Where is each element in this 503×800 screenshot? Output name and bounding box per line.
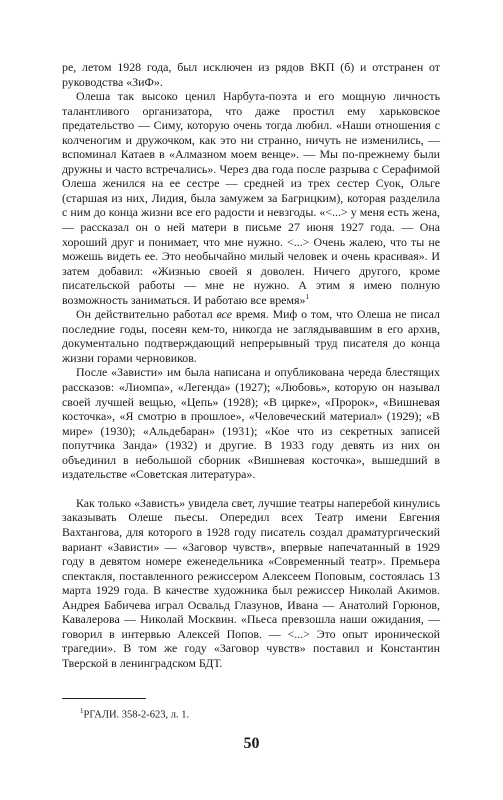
- paragraph-3-text-before: Он действительно работал: [76, 307, 217, 322]
- paragraph-3-text-after: время. Миф о том, что Олеша не писал последние годы, посеян кем-то, никогда не заглядывавшим в его архив, документально подтверждающий непрерывный труд писателя до конца жизни горами черновиков.: [62, 307, 440, 365]
- paragraph-2-text: Олеша так высоко ценил Нарбута-поэта и его мощную личность талантливого организатора, что даже простил ему харьковское предательство — Симу, которую очень тогда любил. «Наши отношения с колченогим и дружочком, как это ни странно, ничуть не изменились, — вспоминал Катаев в «Алмазном моем венце». — Мы по-прежнему были дружны и часто встречались». Через два года после разрыва с Серафимой Олеша женился на ее сестре — средней из трех сестер Суок, Ольге (старшая из них, Лидия, была замужем за Багрицким), которая разделила с ним до конца жизни все его радости и невзгоды. «<...> у меня есть жена, — рассказал он о ней матери в письме 27 июня 1927 года. — Она хороший друг и понимает, что мне нужно. <...> Очень жалею, что ты не можешь видеть ее. Это необычайно милый человек и очень красивая». И затем добавил: «Жизнью своей я доволен. Ничего другого, кроме писательской работы — мне не нужно. А этим я имею полную возможность заниматься. И работаю все время»: [62, 89, 440, 307]
- footnote-divider: [62, 698, 146, 699]
- main-text: [62, 60, 440, 670]
- section-gap: [62, 482, 440, 496]
- paragraph-3-emphasis: все: [216, 307, 232, 322]
- footnote-reference: 1: [305, 291, 310, 301]
- footnote-mark: 1: [80, 707, 84, 715]
- footnote-text: РГАЛИ. 358-2-623, л. 1.: [83, 709, 190, 721]
- paragraph-3: [62, 307, 440, 365]
- page-number: 50: [243, 735, 260, 752]
- paragraph-2: [62, 89, 440, 307]
- footnote: [80, 705, 189, 722]
- paragraph-5: Как только «Зависть» увидела свет, лучшие театры наперебой кинулись заказывать Олеше пьесы. Опередил всех Театр имени Евгения Вахтангова, для которого в 1928 году писатель создал драматургический вариант «Зависти» — «Заговор чувств», впервые напечатанный в 1929 году в девятом номере еженедельника «Современный театр». Премьера спектакля, поставленного режиссером Алексеем Поповым, состоялась 13 марта 1929 года. В качестве художника был режиссер Николай Акимов. Андрея Бабичева играл Освальд Глазунов, Ивана — Анатолий Горюнов, Кавалерова — Николай Москвин. «Пьеса превзошла наши ожидания, — говорил в интервью Алексей Попов. — <...> Это опыт иронической трагедии». В том же году «Заговор чувств» поставил и Константин Тверской в ленинградском БДТ.: [62, 495, 440, 670]
- paragraph-1: ре, летом 1928 года, был исключен из рядов ВКП (б) и отстранен от руководства «ЗиФ».: [62, 60, 440, 89]
- paragraph-4: После «Зависти» им была написана и опубликована череда блестящих рассказов: «Лиомпа», «Легенда» (1927); «Любовь», которую он называл своей лучшей вещью, «Цепь» (1928); «В цирке», «Пророк», «Вишневая косточка», «Я смотрю в прошлое», «Человеческий материал» (1929); «В мире» (1930); «Альдебаран» (1931); «Кое что из секретных записей попутчика Занда» (1932) и другие. В 1933 году девять из них он объединил в небольшой сборник «Вишневая косточка», вышедший в издательстве «Советская литература».: [62, 365, 440, 482]
